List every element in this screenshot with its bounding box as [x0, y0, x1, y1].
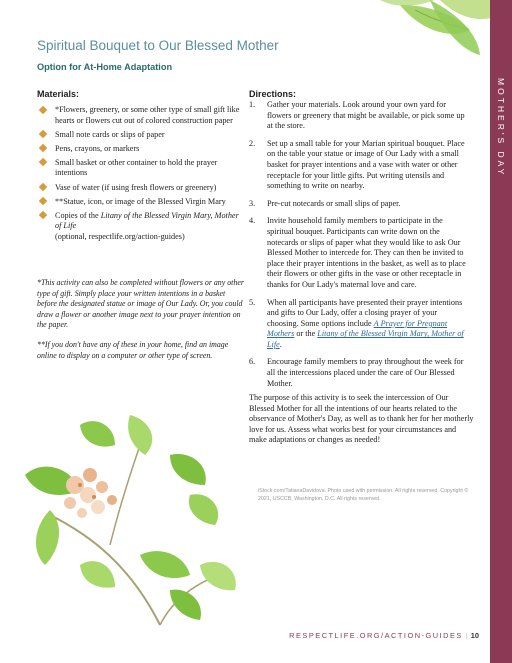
materials-list [37, 105, 247, 246]
directions-list [249, 100, 469, 396]
materials-heading: Materials: [37, 89, 80, 99]
list-item: 3. Pre-cut notecards or small slips of paper. [249, 198, 401, 208]
sidebar-label: MOTHER'S DAY [496, 78, 506, 178]
diamond-bullet-icon [39, 158, 47, 166]
list-item: Copies of the Litany of the Blessed Virgin Mary, Mother of Life (optional, respectlife.org/action-guides) [37, 211, 247, 243]
directions-heading: Directions: [249, 89, 297, 99]
diamond-bullet-icon [39, 130, 47, 138]
page-title: Spiritual Bouquet to Our Blessed Mother [37, 38, 279, 53]
litany-link[interactable]: Litany of the Blessed Virgin Mary, Mother of Life [267, 329, 464, 349]
purpose-paragraph: The purpose of this activity is to seek the intercession of Our Blessed Mother for all the intentions of our hearts related to the observance of Mother's Day, as well as to thank her for her motherly love for us. Assess what works best for your circumstances and make adaptations or changes as needed! [249, 393, 474, 445]
note-no-statue: **If you don't have any of these in your home, find an image online to display on a computer or other type of screen. [37, 339, 229, 360]
list-item: Pens, crayons, or markers [37, 144, 247, 155]
diamond-bullet-icon [39, 183, 47, 191]
diamond-bullet-icon [39, 144, 47, 152]
list-item: *Flowers, greenery, or some other type of small gift like hearts or flowers cut out of colored construction paper [37, 105, 247, 126]
list-item: **Statue, icon, or image of the Blessed Virgin Mary [37, 197, 247, 208]
list-item: 6. Encourage family members to pray throughout the week for all the intercessions placed under the care of Our Blessed Mother. [249, 357, 464, 388]
diamond-bullet-icon [39, 211, 47, 219]
list-item: Small basket or other container to hold the prayer intentions [37, 158, 247, 179]
litany-title: Litany of the Blessed Virgin Mary, Mother of Life [55, 210, 239, 231]
page-number: 10 [470, 631, 479, 640]
list-item: Small note cards or slips of paper [37, 130, 247, 141]
list-item: 4. Invite household family members to participate in the spiritual bouquet. Participants can write down on the notecards or slips of paper what they would like to ask Our Blessed Mother to intercede for. They can then be invited to place their prayer intentions in the basket, as well as to place their flowers or other gifts in the vase or other receptacle in thanks for Our Lady's maternal love and care. [249, 216, 466, 289]
list-item: Vase of water (if using fresh flowers or greenery) [37, 183, 247, 194]
list-item: 2. Set up a small table for your Marian spiritual bouquet. Place on the table your statue or image of Our Lady with a small basket for prayer intentions and a vase with water or other receptacle for your little gifts. Put writing utensils and something to write on nearby. [249, 138, 465, 191]
top-leaves-illustration [360, 0, 490, 60]
page-footer: RESPECTLIFE.ORG/ACTION-GUIDES | 10 [289, 631, 479, 640]
diamond-bullet-icon [39, 197, 47, 205]
page-subtitle: Option for At-Home Adaptation [37, 62, 173, 72]
diamond-bullet-icon [39, 105, 47, 113]
materials-notes [37, 278, 247, 370]
note-no-flowers: *This activity can also be completed without flowers or any other type of gift. Simply place your written intentions in a basket before the designated statue or image of Our Lady. Or, you could draw a flower or another image next to your prayer intention on the paper. [37, 278, 244, 330]
photo-credit: iStock.com/TatianaDavidova. Photo used with permission. All rights reserved. Copyright © 2021, USCCB, Washington, D.C. All rights reserved. [258, 488, 469, 502]
list-item: 5. When all participants have presented their prayer intentions and gifts to Our Lady, offer a closing prayer of your choosing. Some options include A Prayer for Pregnant Mothers or the Litany of the Blessed Virgin Mary, Mother of Life. [249, 297, 464, 349]
prayer-pregnant-mothers-link[interactable]: A Prayer for Pregnant Mothers [267, 318, 448, 339]
flower-branch-illustration [20, 415, 250, 640]
list-item: 1. Gather your materials. Look around your own yard for flowers or greenery that might be available, or pick some up at the store. [249, 100, 465, 131]
footer-url: RESPECTLIFE.ORG/ACTION-GUIDES [289, 631, 463, 640]
